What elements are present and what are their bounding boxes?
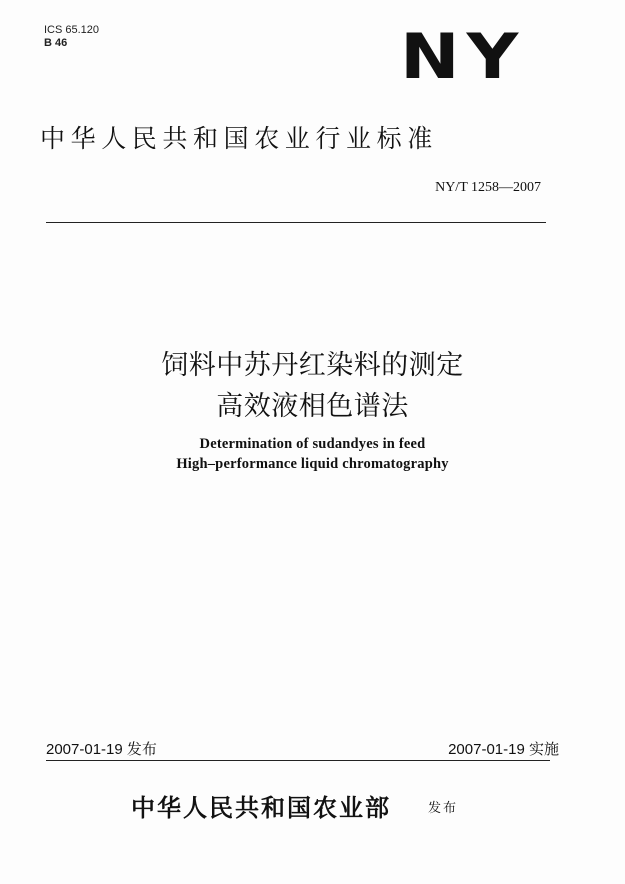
- chinese-title-line2: 高效液相色谱法: [216, 391, 409, 422]
- english-title-line1: Determination of sudandyes in feed: [199, 436, 426, 452]
- ny-logo: NY: [400, 20, 526, 93]
- chinese-title-line1: 饲料中苏丹红染料的测定: [161, 350, 464, 381]
- issuing-authority: 中华人民共和国农业部: [131, 793, 391, 822]
- standard-type-heading: 中华人民共和国农业行业标准: [40, 124, 438, 153]
- classification-codes: [44, 24, 99, 50]
- english-title-line2: High–performance liquid chromatography: [176, 456, 449, 472]
- ics-code: ICS 65.120: [44, 24, 100, 36]
- ccs-code: B 46: [44, 37, 68, 49]
- issuing-authority-suffix: 发布: [428, 801, 459, 816]
- top-divider: [46, 222, 546, 223]
- implementation-date: 2007-01-19 实施: [448, 741, 559, 758]
- issue-date: 2007-01-19 发布: [46, 741, 157, 758]
- standard-number: NY/T 1258—2007: [435, 180, 541, 195]
- bottom-divider: [46, 760, 550, 761]
